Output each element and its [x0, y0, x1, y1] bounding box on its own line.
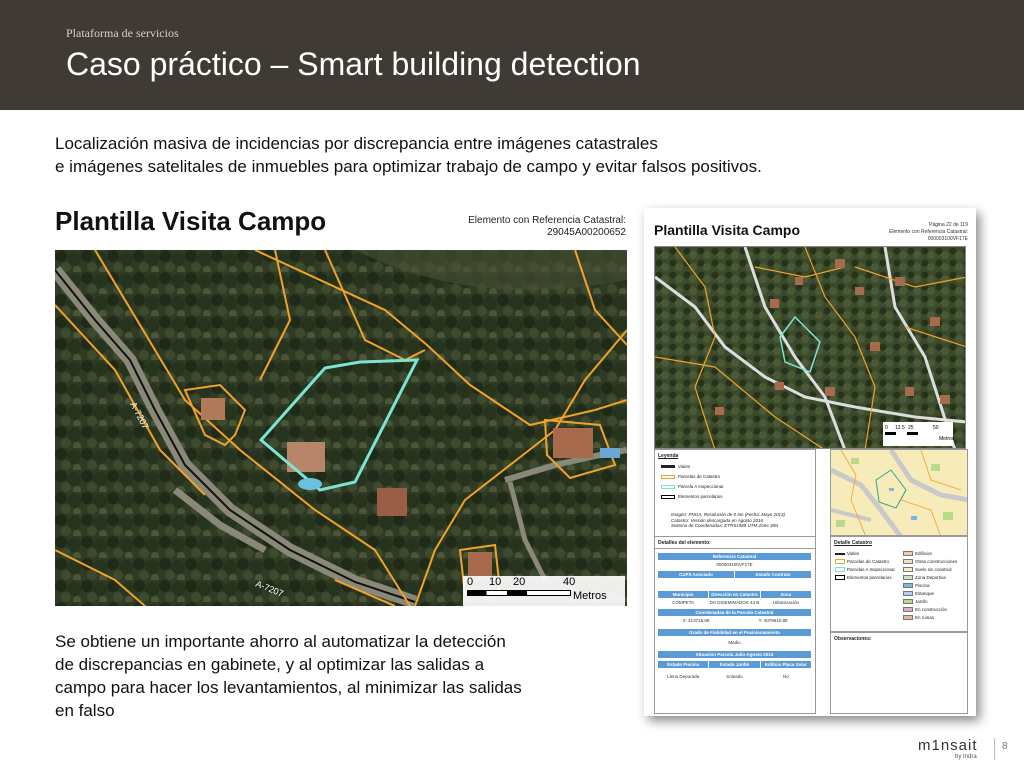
cadastre-legend — [830, 536, 968, 632]
cadastre-item — [903, 567, 952, 572]
satellite-map — [55, 250, 627, 606]
document-map — [654, 246, 966, 449]
scale-tick: 40 — [563, 576, 576, 588]
details-cell: Dirección en Catastro — [711, 592, 758, 597]
observations-box — [830, 632, 968, 714]
legend-label: Viales — [678, 464, 691, 469]
cadastre-swatch — [903, 567, 913, 572]
details-cell: No — [782, 674, 789, 679]
scale-unit: Metros — [573, 590, 607, 602]
cadastre-swatch — [903, 599, 913, 604]
document-title: Plantilla Visita Campo — [654, 222, 801, 238]
cadastre-swatch — [903, 551, 913, 556]
details-cell: Soleado — [726, 674, 743, 679]
details-cell: DS DISEMINADOS 44 B — [709, 600, 760, 605]
cadastral-reference — [430, 215, 626, 239]
cadastre-item — [903, 575, 946, 580]
document-scale-tick: 0 — [885, 425, 888, 431]
details-cell: CÓMPETA — [672, 600, 695, 605]
details-cell: Coordenadas de la Parcela Catastral — [658, 609, 811, 616]
cadastre-swatch — [903, 591, 913, 596]
cadastre-label: Edificios — [915, 551, 932, 556]
cadastre-item — [835, 559, 889, 564]
details-cell: Estado Piscina — [658, 661, 708, 668]
details-cell: 000003100VF17E — [716, 562, 753, 567]
legend-notes — [671, 512, 785, 529]
details-row — [658, 553, 812, 560]
outro-line: de discrepancias en gabinete, y al optimizar las salidas a — [55, 655, 485, 674]
details-cell — [735, 579, 811, 586]
legend-note: Sistema de Coordenadas: ETRS1989 UTM Zone 30N — [671, 523, 779, 528]
details-row — [658, 629, 812, 636]
details-heading: Detalles del elemento: — [658, 540, 711, 546]
scale-bar-graphic — [467, 590, 571, 596]
document-meta — [889, 222, 968, 243]
cadastre-label: Viales — [847, 551, 860, 556]
document-map-image — [655, 247, 966, 449]
details-cell: Referencia Catastral — [658, 553, 811, 560]
details-cell: Llena Depurada — [667, 674, 700, 679]
cadastre-heading: Detalle Catastro — [834, 540, 873, 546]
outro-text — [55, 630, 615, 722]
legend-label: Parcelas de Catastro — [678, 474, 721, 479]
legend-note: Catastro: Versión descargada en Agosto 2016 — [671, 517, 763, 523]
details-row — [658, 609, 812, 616]
details-cell: Estado Contrato — [735, 571, 811, 578]
details-cell: Urbanización — [772, 600, 799, 605]
details-cell: Y: 4078610.88 — [758, 618, 788, 623]
legend-label: Elementos parcelarios — [678, 494, 723, 499]
cadastre-item — [903, 551, 932, 556]
legend-item — [661, 474, 720, 480]
cadastre-swatch — [903, 575, 913, 580]
cadastre-item — [903, 559, 957, 564]
document-meta-line: Elemento con Referencia Catastral: — [889, 229, 968, 235]
document-scale-tick: 50 — [933, 425, 939, 431]
observations-label: Observaciones: — [834, 636, 872, 642]
cadastre-item — [835, 567, 895, 572]
legend-swatch — [661, 475, 675, 479]
cadastre-label: Jardín — [915, 599, 928, 604]
legend-swatch — [661, 485, 675, 489]
outro-line: Se obtiene un importante ahorro al automatizar la detección — [55, 632, 506, 651]
scale-tick: 20 — [513, 576, 526, 588]
details-row — [658, 651, 812, 658]
details-row — [658, 661, 812, 668]
cadastre-label: En ruinas — [915, 615, 935, 620]
outro-line: campo para hacer los levantamientos, al minimizar las salidas — [55, 678, 522, 697]
cadastre-swatch — [903, 583, 913, 588]
details-row — [658, 561, 812, 568]
details-cell: Zona — [761, 591, 811, 598]
element-details — [654, 536, 816, 714]
details-cell — [658, 579, 734, 586]
legend-item — [661, 484, 724, 490]
road-label: A-7207 — [254, 578, 285, 599]
legend-item — [661, 464, 690, 470]
details-cell: Situación Parcela Julio-Agosto 2015 — [658, 651, 811, 658]
cadastral-reference-value: 29045A00200652 — [547, 227, 626, 238]
details-row — [658, 591, 812, 598]
legend-box — [654, 449, 816, 549]
details-cell: X: 413715.88 — [682, 618, 710, 623]
cadastre-label: Piscina — [915, 583, 930, 588]
details-row — [658, 599, 812, 606]
field-visit-document — [644, 208, 976, 716]
document-scale-tick: 12.5 — [895, 425, 905, 431]
scale-tick: 10 — [489, 576, 502, 588]
cadastre-label: Zona Deportiva — [915, 575, 946, 580]
minsait-logo: m1nsait — [918, 737, 978, 754]
document-meta-line: 000003100VF17E — [927, 236, 968, 242]
cadastre-label: Estanque — [915, 591, 935, 596]
cadastre-item — [903, 615, 934, 620]
cadastre-label: Suelo sin construir — [915, 567, 953, 572]
legend-note: Imagen: PNOA, Resolución de 0.5m (Fecha: Mayo 2013) — [671, 512, 786, 517]
page-title: Caso práctico – Smart building detection — [66, 46, 641, 82]
legend-swatch — [661, 495, 675, 499]
details-row — [658, 639, 812, 646]
scale-bar — [463, 576, 625, 606]
cadastre-label: Parcelas A Inspeccionar — [847, 567, 896, 572]
cadastre-swatch — [835, 575, 845, 580]
legend-label: Parcela A Inspeccionar — [678, 484, 724, 489]
legend-item — [661, 494, 723, 500]
intro-line: e imágenes satelitales de inmuebles para optimizar trabajo de campo y evitar falsos positivos. — [55, 157, 762, 176]
satellite-map-image — [55, 250, 627, 606]
details-cell: Medio — [728, 640, 741, 645]
intro-text — [55, 132, 915, 178]
intro-line: Localización masiva de incidencias por discrepancia entre imágenes catastrales — [55, 134, 658, 153]
cadastre-item — [903, 583, 930, 588]
cadastre-swatch — [835, 559, 845, 564]
cadastre-swatch — [903, 559, 913, 564]
cadastre-label: Elementos parcelarios — [847, 575, 892, 580]
cadastre-label: Otras construcciones — [915, 559, 958, 564]
cadastre-item — [903, 591, 934, 596]
cadastre-swatch — [903, 615, 913, 620]
details-cell: Grado de Fiabilidad en el Posicionamiento — [658, 629, 811, 636]
header-bar — [0, 0, 1024, 110]
legend-heading: Leyenda — [658, 453, 679, 459]
cadastre-label: Parcelas de Catastro — [847, 559, 890, 564]
cadastre-label: En construcción — [915, 607, 948, 612]
document-meta-line: Página 22 de 119 — [929, 222, 968, 228]
outro-line: en falso — [55, 701, 115, 720]
cadastre-item — [903, 607, 947, 612]
legend-swatch — [661, 465, 675, 468]
details-cell: Municipio — [658, 591, 708, 598]
cadastre-minimap-image — [831, 450, 968, 536]
footer-divider — [994, 738, 995, 760]
details-row — [658, 579, 812, 586]
page-number: 8 — [1002, 741, 1008, 752]
cadastre-minimap — [830, 449, 968, 536]
details-cell: CUPS Asociado — [658, 571, 734, 578]
details-row — [658, 571, 812, 578]
cadastre-swatch — [903, 607, 913, 612]
cadastre-item — [835, 575, 892, 580]
road-label: A-7207 — [128, 400, 151, 431]
document-scale-tick: 25 — [908, 425, 914, 431]
details-row — [658, 673, 812, 680]
cadastre-item — [835, 551, 859, 556]
minsait-logo-sub: by Indra — [955, 754, 977, 760]
template-title: Plantilla Visita Campo — [55, 206, 327, 236]
document-scale-unit: Metros — [939, 436, 955, 442]
scale-tick: 0 — [467, 576, 474, 588]
cadastre-swatch — [835, 567, 845, 572]
cadastre-swatch — [835, 553, 845, 555]
cadastre-item — [903, 599, 928, 604]
cadastral-reference-label: Elemento con Referencia Catastral: — [468, 215, 626, 226]
details-row — [658, 617, 812, 624]
details-cell: Edificio Placa Solar — [761, 661, 811, 668]
details-cell: Estado Jardín — [709, 661, 759, 668]
header-kicker: Plataforma de servicios — [66, 26, 179, 40]
